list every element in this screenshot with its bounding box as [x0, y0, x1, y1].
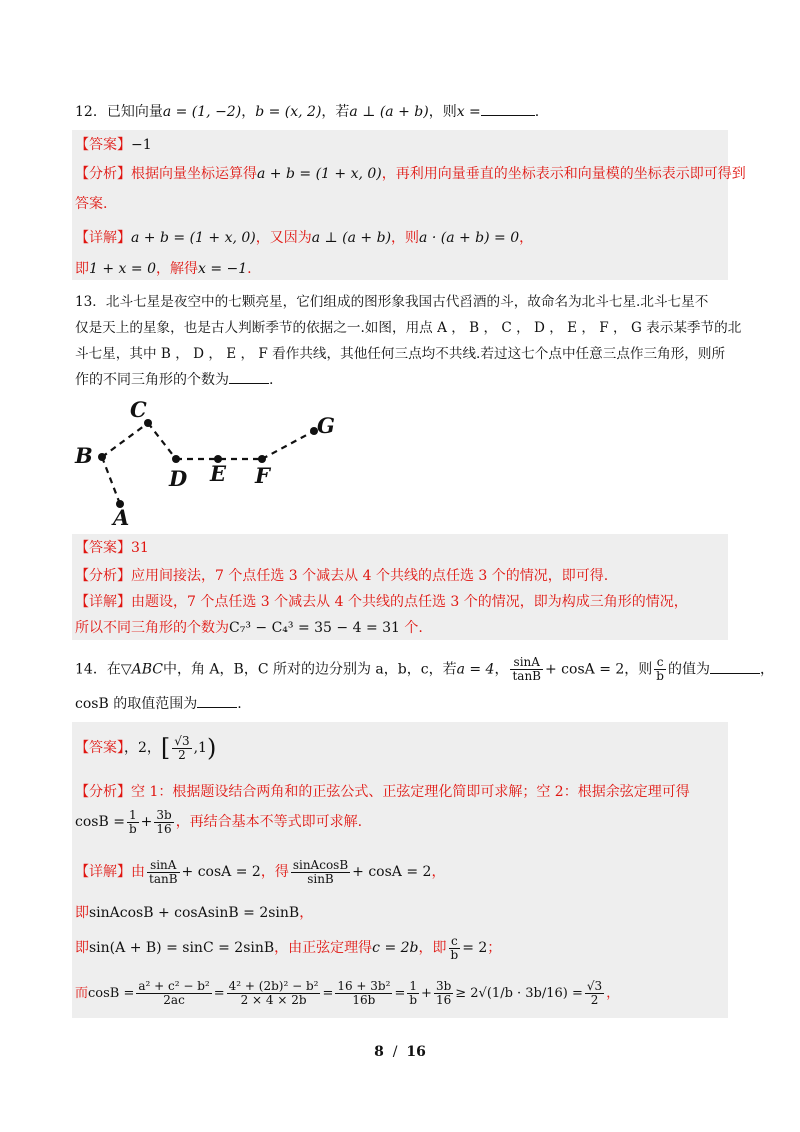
- q14-line-1b: 中，角 A，B，C 所对的边分别为 a，b，c，若: [162, 661, 457, 678]
- q14-detail-4f5n: 3b: [435, 979, 452, 993]
- q12-answer-label: 【答案】: [75, 137, 131, 153]
- label-e: E: [210, 461, 227, 486]
- q13-detail-2: [75, 618, 423, 638]
- page-current: 8: [374, 1044, 384, 1060]
- page-separator: /: [392, 1044, 398, 1060]
- q14-answer: [75, 734, 216, 762]
- q14-detail-1: [75, 858, 445, 886]
- q14-detail-1a: 由: [131, 864, 145, 880]
- q14-detail-4f5d: 16: [435, 993, 452, 1007]
- label-c: C: [130, 397, 147, 422]
- page-number: [0, 1044, 800, 1060]
- point-f: [258, 455, 266, 463]
- q14-detail-3m: sin(A + B) = sinC = 2sinB: [89, 940, 275, 956]
- point-d: [172, 455, 180, 463]
- q14-detail-frac-c-b: [449, 935, 461, 962]
- q14-detail-frac2-num: sinAcosB: [292, 857, 349, 872]
- q14-detail-3: [75, 934, 501, 962]
- q14-answer-frac-den: 2: [178, 747, 186, 762]
- q12-detail-2a: 即: [75, 261, 89, 277]
- q12-analysis-1b: ，再利用向量垂直的坐标表示和向量模的坐标表示即可得到: [381, 166, 746, 182]
- q14-frac-c: c: [654, 656, 666, 670]
- q14-analysis-f1d: b: [128, 821, 137, 836]
- q14-detail-label: 【详解】: [75, 864, 131, 880]
- q14-sep: ，: [494, 661, 509, 678]
- q13-blank: [229, 371, 269, 384]
- q14-line-2b: 的取值范围为: [108, 696, 198, 712]
- q12-analysis-1: [75, 164, 746, 184]
- q12-detail-2b: ，解得: [155, 261, 198, 277]
- q12-detail-2c: .: [247, 261, 252, 277]
- q14-detail-3m3: = 2: [462, 940, 488, 956]
- q12-stem-c: ，则: [428, 104, 457, 120]
- q14-triangle: ▽ABC: [120, 661, 163, 678]
- q14-line-1e: ，: [759, 661, 774, 678]
- q13-detail-1: [75, 592, 688, 612]
- q13-detail-2b: 个.: [399, 620, 423, 636]
- q14-frac-b: b: [656, 669, 664, 683]
- q13-line-2: 仅是天上的星象，也是古人判断季节的依据之一.如图，用点 A ， B ， C ， D ， E ， F ， G 表示某季节的北: [75, 320, 742, 336]
- q14-detail-1c: ，: [431, 864, 446, 880]
- q14-analysis-frac2: [154, 809, 173, 836]
- point-b: [98, 453, 106, 461]
- q14-detail-4-frac4: [407, 980, 419, 1007]
- q14-detail-3a: 即: [75, 940, 89, 956]
- q14-detail-4ge: ≥ 2√(1/b · 3b/16) =: [455, 986, 583, 1001]
- q13-answer-value: 31: [131, 540, 149, 556]
- q12-stem-b: ，若: [321, 104, 350, 120]
- q14-detail-4-frac5: [434, 980, 453, 1007]
- q13-analysis-text: 应用间接法，7 个点任选 3 个减去从 4 个共线的点任选 3 个的情况，即可得.: [131, 568, 609, 584]
- q12-analysis-2: 答案.: [75, 196, 108, 212]
- q14-detail-4-frac2: [227, 980, 321, 1007]
- q14-detail-2a: 即: [75, 905, 89, 921]
- q14-detail-frac-sinA-tanB: [147, 859, 180, 886]
- q14-detail-4f3n: 16 + 3b²: [337, 979, 391, 993]
- q14-line-2a: cosB: [75, 696, 109, 712]
- q14-analysis-frac1: [127, 809, 139, 836]
- q12-detail-1b: ，则: [391, 230, 420, 246]
- q14-detail-4f1n: a² + c² − b²: [138, 979, 210, 993]
- q12-detail-1: [75, 228, 533, 248]
- q14-answer-range-tail: ,1: [193, 740, 207, 756]
- q12-detail-2m: 1 + x = 0: [89, 261, 156, 277]
- q13-answer: [75, 538, 149, 558]
- q12-cond: a ⊥ (a + b): [349, 104, 429, 120]
- q14-analysis-f2d: 16: [156, 821, 172, 836]
- q14-detail-4a: 而: [75, 986, 89, 1001]
- q14-frac-den: tanB: [512, 669, 541, 683]
- q14-detail-4eq-3: =: [394, 986, 406, 1001]
- q12-blank: [481, 103, 535, 116]
- q13-analysis: [75, 566, 608, 586]
- page-total: 16: [406, 1044, 426, 1060]
- label-b: B: [75, 443, 93, 468]
- q14-detail-3c: ，即: [418, 940, 447, 956]
- q14-range-close-paren: ): [206, 734, 217, 762]
- q13-analysis-label: 【分析】: [75, 568, 131, 584]
- q13-line-4-text: 作的不同三角形的个数为: [75, 372, 229, 388]
- q14-line-1c: ，则: [624, 661, 653, 678]
- q14-detail-frac-c: c: [449, 935, 461, 949]
- q14-detail-4f1d: 2ac: [163, 993, 185, 1007]
- q13-detail-1-text: 由题设，7 个点任选 3 个减去从 4 个共线的点任选 3 个的情况，即为构成三角形的情况，: [131, 594, 688, 610]
- q14-detail-2b: ，: [299, 905, 314, 921]
- q14-detail-1m-rest-2: + cosA = 2: [352, 864, 432, 880]
- q14-detail-4eq-1: =: [213, 986, 225, 1001]
- q14-detail-4f2d: 2 × 4 × 2b: [240, 993, 307, 1007]
- label-g: G: [317, 413, 335, 438]
- q14-detail-4f4d: b: [409, 993, 418, 1007]
- q14-detail-frac-b: b: [450, 947, 459, 962]
- q14-detail-3b: ，由正弦定理得: [274, 940, 373, 956]
- q14-analysis-label: 【分析】: [75, 784, 131, 800]
- q14-blank-2: [197, 695, 237, 708]
- q14-frac-c-b: [654, 656, 666, 683]
- q12-vec-a: a = (1, −2): [162, 104, 242, 120]
- q14-detail-2: [75, 903, 313, 923]
- q14-analysis-2: [75, 808, 362, 836]
- q12-detail-2: [75, 259, 252, 279]
- q14-detail-4f6n: √3: [586, 979, 603, 993]
- q12-stem-a: 12．已知向量: [75, 104, 163, 120]
- q14-detail-2m: sinAcosB + cosAsinB = 2sinB: [89, 905, 300, 921]
- q14-cond1: a = 4: [456, 661, 495, 678]
- q14-detail-4f2n: 4² + (2b)² − b²: [228, 979, 319, 993]
- q12-detail-1a: ，又因为: [255, 230, 312, 246]
- q13-detail-label: 【详解】: [75, 594, 131, 610]
- q14-analysis-plus: +: [140, 814, 153, 830]
- label-a: A: [113, 505, 130, 530]
- q12-ask: x =: [456, 104, 481, 120]
- q14-blank-1: [710, 661, 760, 674]
- q14-answer-frac: [172, 735, 191, 762]
- q14-detail-4f4n: 1: [407, 980, 419, 994]
- q13-line-4: [75, 370, 273, 390]
- q14-answer-1: ，2，: [124, 740, 161, 756]
- q14-detail-1b: ，得: [260, 864, 289, 880]
- q14-analysis-1-text: 空 1：根据题设结合两角和的正弦公式、正弦定理化简即可求解；空 2：根据余弦定理可得: [131, 784, 690, 800]
- edge-f-g: [262, 431, 314, 459]
- q12-answer: [75, 135, 152, 155]
- q14-analysis-2b: ，再结合基本不等式即可求解.: [175, 814, 363, 830]
- q14-detail-frac-2: [291, 859, 350, 886]
- q12-detail-2m2: x = −1: [197, 261, 248, 277]
- q14-detail-4-frac6: [585, 980, 604, 1007]
- q14-detail-4end: ，: [606, 986, 620, 1001]
- q14-detail-frac-den: tanB: [149, 871, 178, 886]
- q14-frac-num: sinA: [510, 656, 543, 670]
- q12-analysis-1a: 根据向量坐标运算得: [131, 166, 257, 182]
- q14-detail-3d: ；: [487, 940, 502, 956]
- q14-answer-frac-num: √3: [174, 733, 190, 748]
- q12-detail-1c: ，: [519, 230, 534, 246]
- q14-answer-label: 【答案】: [75, 740, 124, 756]
- q14-detail-4f6d: 2: [590, 993, 599, 1007]
- q12-analysis-label: 【分析】: [75, 166, 131, 182]
- label-f: F: [255, 463, 270, 488]
- q14-line-1a: 14．在: [75, 661, 121, 678]
- q14-line-2: [75, 694, 242, 714]
- q12-answer-value: −1: [131, 137, 152, 153]
- q14-detail-frac-num: sinA: [147, 859, 180, 873]
- q14-detail-4-frac1: [136, 980, 211, 1007]
- q13-detail-2m: C₇³ − C₄³ = 35 − 4 = 31: [229, 620, 400, 636]
- q14-analysis-f1n: 1: [127, 809, 139, 823]
- big-dipper-figure: [72, 395, 352, 530]
- q14-range-open-bracket: [: [160, 734, 171, 762]
- q12-stem: 12．已知向量a = (1, −2)，b = (x, 2)，若a ⊥ (a + b)，则x = .: [75, 104, 540, 120]
- q13-detail-2a: 所以不同三角形的个数为: [75, 620, 229, 636]
- q12-analysis-1m: a + b = (1 + x, 0): [257, 166, 382, 182]
- q13-line-4-end: .: [269, 372, 274, 388]
- q14-detail-4eq-2: =: [322, 986, 334, 1001]
- q14-detail-4-plus: +: [421, 986, 432, 1001]
- q14-line-1: [75, 656, 774, 683]
- q14-detail-4: [75, 980, 619, 1008]
- q14-analysis-1: [75, 782, 690, 802]
- q14-detail-3m2: c = 2b: [372, 940, 419, 956]
- q13-line-1: 13．北斗七星是夜空中的七颗亮星，它们组成的图形象我国古代舀酒的斗，故命名为北斗七星.北斗七星不: [75, 294, 709, 310]
- q12-detail-label: 【详解】: [75, 230, 131, 246]
- q14-detail-4-frac3: [335, 980, 392, 1007]
- q14-line-1d: 的值为: [667, 661, 710, 678]
- q14-cond2-rest: + cosA = 2: [545, 661, 625, 678]
- edge-b-c: [102, 423, 148, 457]
- q12-solution-box: [72, 130, 728, 280]
- edge-c-d: [148, 423, 176, 459]
- q14-analysis-2a: cosB =: [75, 814, 125, 830]
- q14-line-2c: .: [237, 696, 242, 712]
- q14-detail-frac2-den: sinB: [307, 871, 334, 886]
- q14-detail-1m-rest: + cosA = 2: [181, 864, 261, 880]
- edge-b-a: [102, 457, 120, 504]
- q12-vec-b: b = (x, 2): [255, 104, 322, 120]
- q13-line-3: 斗七星，其中 B ， D ， E ， F 看作共线，其他任何三点均不共线.若过这七个点中任意三点作三角形，则所: [75, 346, 726, 362]
- q12-detail-1m3: a · (a + b) = 0: [419, 230, 520, 246]
- q12-detail-1m2: a ⊥ (a + b): [311, 230, 392, 246]
- q14-detail-4m1: cosB =: [88, 986, 135, 1001]
- q14-detail-4f3d: 16b: [352, 993, 376, 1007]
- label-d: D: [169, 466, 188, 491]
- q14-analysis-f2n: 3b: [156, 807, 172, 822]
- q14-frac-sinA-tanB: [510, 656, 543, 683]
- q13-answer-label: 【答案】: [75, 540, 131, 556]
- q12-detail-1m: a + b = (1 + x, 0): [131, 230, 256, 246]
